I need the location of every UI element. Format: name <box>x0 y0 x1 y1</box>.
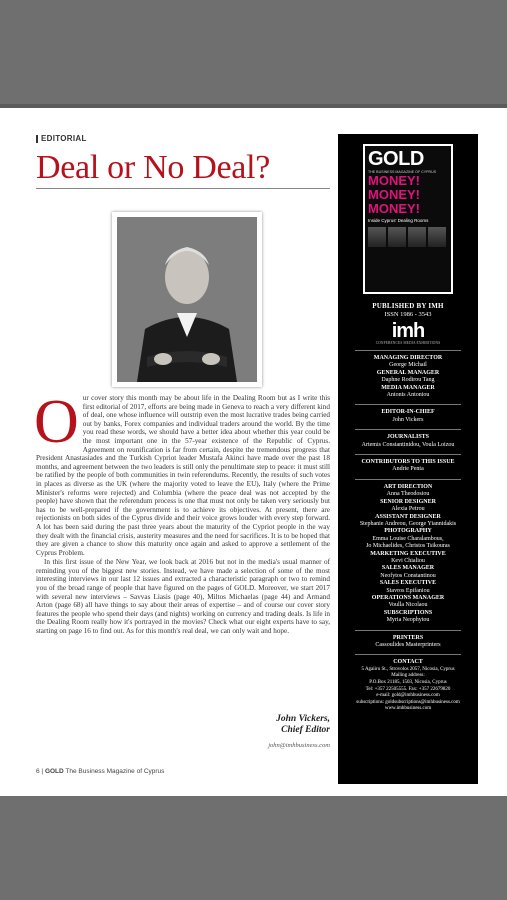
divider <box>355 404 461 405</box>
credit-name: Neofytos Constantinou <box>380 572 436 579</box>
article-paragraph: ur cover story this month may be about life in the Dealing Room but as I write this first editorial of 2017, efforts are being made in Geneva to reach a very different kind of deal, one whose influence will outstrip even the most lucrative trades being carried out by banks, Forex companies and individual traders around the world. By the time you read these words, we should have a better idea about whether this year could be the most important one in the 57-year existence of the Republic of Cyprus. Agreement on reunification is far from certain, despite the tremendous progress that President Anastasiades and the Turkish Cypriot leader Mustafa Akinci have made over the past 18 months, and agreement between the two leaders is still only the penultimate step to peace: it must still be ratified by the people of both communities in twin referendums. Recently, the results of such votes in places as diverse as the UK (where the majority voted to leave the EU), Italy (where the Prime Minister's reforms were rejected) and Columbia (where the peace deal was not accepted by the people) have shown that the referendum process is one that must not only be taken very seriously but has to be well-prepared if the government is to achieve its objectives. At present, there are rejectionists on both sides of the Cyprus divide and their voice grows louder with every step forward. A lot has been said during the past three years about the maturity of the Cypriot people in the way they dealt with the financial crisis, austerity measures and the need for sacrifices. It is to be hoped that they are given a chance to show this maturity once again and asked to approve a settlement of the Cyprus Problem. <box>36 394 330 557</box>
drop-cap: O <box>34 388 79 456</box>
credit-name: Alexia Petrou <box>391 506 425 513</box>
published-by: PUBLISHED BY IMH <box>372 302 444 310</box>
signature-email: john@imhbusiness.com <box>268 742 330 749</box>
credit-name: Jo Michaelides, Christos Tsikouras <box>366 543 450 550</box>
imh-logo: imh <box>391 320 425 342</box>
cover-headline-line: MONEY! <box>368 201 420 216</box>
page-number: 6 <box>36 768 40 775</box>
contact-line: www.imhbusiness.com <box>384 706 432 712</box>
credit-role: SENIOR DESIGNER <box>380 498 436 505</box>
article-body <box>34 388 330 637</box>
credit-name: Antonis Antoniou <box>386 392 430 399</box>
editor-photo-frame <box>112 212 262 387</box>
cover-headline-line: MONEY! <box>368 173 420 188</box>
credit-name: Anna Theodosiou <box>386 491 430 498</box>
credit-role: SUBSCRIPTIONS <box>383 609 433 616</box>
contact-line: Mailing address: <box>391 673 425 679</box>
contact-line: P.O.Box 21185, 1503, Nicosia, Cyprus <box>369 680 447 685</box>
credit-role: CONTRIBUTORS TO THIS ISSUE <box>361 459 455 466</box>
imh-logo-subtitle: CONFERENCES MEDIA EXHIBITIONS <box>375 341 441 345</box>
title-divider <box>36 188 330 189</box>
credit-role: EDITOR-IN-CHIEF <box>381 409 435 416</box>
editor-portrait-graphic <box>117 217 257 382</box>
credit-block <box>338 355 478 399</box>
credit-role: OPERATIONS MANAGER <box>371 594 445 601</box>
contact-line: subscriptions: goldsubscriptions@imhbusiness.com <box>356 699 460 705</box>
issn: ISSN 1986 - 3543 <box>384 311 432 318</box>
cover-strapline: Inside Cyprus' Dealing Rooms <box>368 218 429 223</box>
credit-block <box>338 484 478 625</box>
footer-magazine: GOLD <box>44 768 64 775</box>
credit-block <box>338 635 478 650</box>
cover-portrait <box>368 227 386 247</box>
credit-name: Artemis Constantinidou, Voula Loizou <box>361 441 455 448</box>
credit-role: JOURNALISTS <box>386 434 429 441</box>
section-tag <box>36 134 330 143</box>
credit-role: PHOTOGRAPHY <box>384 528 432 535</box>
magazine-page <box>0 108 507 796</box>
signature-role: Chief Editor <box>281 725 330 735</box>
cover-masthead: GOLD <box>368 148 424 170</box>
publisher-info <box>338 302 478 713</box>
contact-line: e-mail: gold@imhbusiness.com <box>376 693 440 699</box>
credit-name: John Vickers <box>392 416 424 423</box>
divider <box>355 429 461 430</box>
cover-portrait <box>388 227 406 247</box>
divider <box>355 479 461 480</box>
section-tag-bar <box>36 135 38 143</box>
credit-name: Emma Louise Charalambous, <box>372 535 444 542</box>
credit-name: George Michail <box>389 362 427 369</box>
masthead-column <box>338 134 478 784</box>
article-title: Deal or No Deal? <box>36 149 271 186</box>
article-paragraph: In this first issue of the New Year, we look back at 2016 but not in the media's usual manner of reminding you of the biggest new stories. Instead, we have made a selection of some of the most interesting interviews in our last 12 issues and extracted a characteristic paragraph or two to remind you of the broad range of people that have figured on the pages of GOLD. Moreover, we start 2017 with several new interviews – Savvas Liasis (page 40), Miltos Michaelas (page 44) and Armand Arton (page 68) all have things to say about their areas of expertise – and of course our cover story features the people who spend their days (and nights) working on currency and trading deals. Is life in the Dealing Room really how it's portrayed in the movies? Check what our eight experts have to say, starting on page 16 to find out. As for this month's real deal, we can only wait and hope. <box>36 558 330 636</box>
cover-subtitle: THE BUSINESS MAGAZINE OF CYPRUS <box>368 170 437 174</box>
credit-role: PRINTERS <box>392 634 424 641</box>
credit-name: Myria Neophytou <box>386 617 430 624</box>
cover-thumbnails <box>368 227 448 247</box>
divider <box>355 654 461 655</box>
editor-photo <box>117 217 257 382</box>
credit-role: MANAGING DIRECTOR <box>373 355 443 361</box>
credit-role: MARKETING EXECUTIVE <box>370 550 446 557</box>
credit-name: Cassoulides Masterprinters <box>375 642 441 648</box>
magazine-cover-thumbnail <box>363 144 453 294</box>
page-footer: 6 | GOLD The Business Magazine of Cyprus <box>36 768 165 775</box>
credit-name: Stavros Epifaniou <box>386 587 430 594</box>
credit-role: SALES EXECUTIVE <box>379 580 437 587</box>
credit-name: Stephanie Andreou, George Yiannidakis <box>359 520 457 527</box>
credit-block <box>338 459 478 474</box>
credit-name: Andrie Penta <box>392 466 424 473</box>
divider <box>355 350 461 351</box>
credit-role: MEDIA MANAGER <box>381 384 435 391</box>
credit-role: ART DIRECTION <box>383 483 433 490</box>
section-tag-label: EDITORIAL <box>41 134 87 143</box>
divider <box>355 630 461 631</box>
contact-line: Tel: +357 22505555. Fax: +357 22679820 <box>365 686 451 692</box>
cover-headline-line: MONEY! <box>368 187 420 202</box>
credit-role: SALES MANAGER <box>381 565 435 572</box>
contact-block <box>338 659 478 713</box>
editorial-column <box>36 134 330 774</box>
divider <box>355 454 461 455</box>
cover-portrait <box>408 227 426 247</box>
footer-tagline: The Business Magazine of Cyprus <box>65 768 165 775</box>
credit-role: ASSISTANT DESIGNER <box>375 513 441 520</box>
signature-name: John Vickers, <box>276 714 330 724</box>
credit-name: Voulla Nicolaou <box>388 602 428 609</box>
credit-block <box>338 434 478 449</box>
credit-block <box>338 409 478 424</box>
credit-name: Daphne Rodirou Tang <box>381 377 435 384</box>
credit-name: Kevi Chialiou <box>391 557 425 564</box>
contact-line: 5 Agaiiru St., Strovolos 2057, Nicosia, Cyprus <box>361 666 455 672</box>
contact-label: CONTACT <box>393 659 423 666</box>
credit-role: GENERAL MANAGER <box>376 369 440 376</box>
cover-portrait <box>428 227 446 247</box>
signature <box>250 714 330 749</box>
